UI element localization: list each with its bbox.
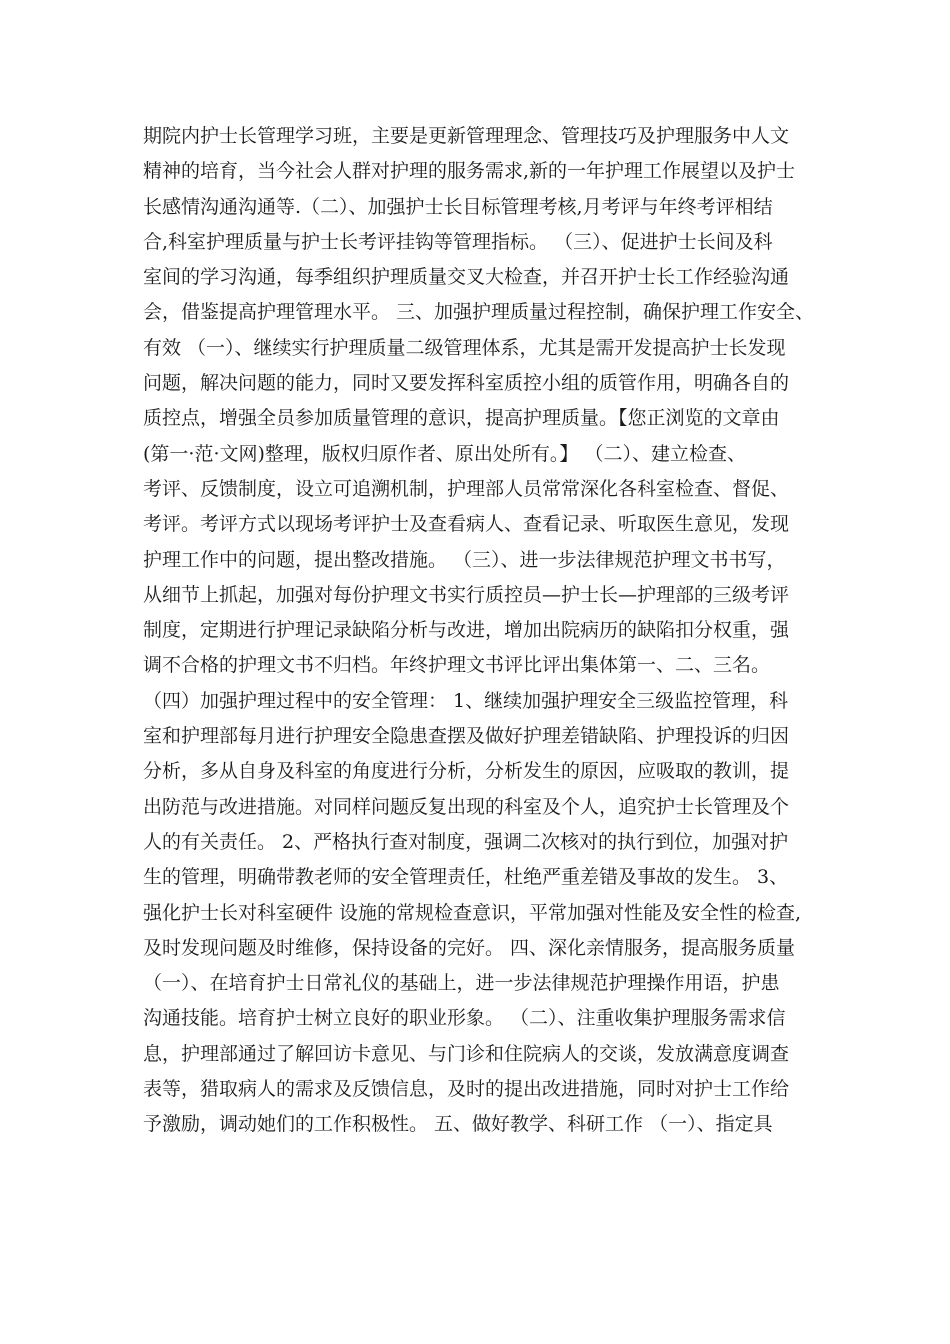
text-line: 调不合格的护理文书不归档。年终护理文书评比评出集体第一、二、三名。 xyxy=(143,654,771,677)
text-line: 制度，定期进行护理记录缺陷分析与改进，增加出院病历的缺陷扣分权重，强 xyxy=(143,619,790,642)
text-line: 考评、反馈制度，设立可追溯机制，护理部人员常常深化各科室检查、督促、 xyxy=(143,477,790,500)
text-line: 生的管理，明确带教老师的安全管理责任，杜绝严重差错及事故的发生。 3、 xyxy=(143,866,789,889)
text-line: 问题，解决问题的能力，同时又要发挥科室质控小组的质管作用，明确各自的 xyxy=(143,372,790,395)
text-line: （四）加强护理过程中的安全管理： 1、继续加强护理安全三级监控管理，科 xyxy=(143,689,789,712)
text-line: 分析，多从自身及科室的角度进行分析，分析发生的原因，应吸取的教训，提 xyxy=(143,760,790,783)
text-line: 精神的培育，当今社会人群对护理的服务需求,新的一年护理工作展望以及护士 xyxy=(143,160,796,183)
document-body-text xyxy=(143,119,813,1143)
text-line: 从细节上抓起，加强对每份护理文书实行质控员—护士长—护理部的三级考评 xyxy=(143,583,790,606)
text-line: 沟通技能。培育护士树立良好的职业形象。 （二）、注重收集护理服务需求信 xyxy=(143,1007,786,1030)
text-line: 考评。考评方式以现场考评护士及查看病人、查看记录、听取医生意见，发现 xyxy=(143,513,790,536)
text-line: 及时发现问题及时维修，保持设备的完好。 四、深化亲情服务，提高服务质量 xyxy=(143,936,796,959)
text-line: 合,科室护理质量与护士长考评挂钩等管理指标。 （三）、促进护士长间及科 xyxy=(143,230,773,253)
text-line: 予激励，调动她们的工作积极性。 五、做好教学、科研工作 （一）、指定具 xyxy=(143,1113,773,1136)
text-line: 室和护理部每月进行护理安全隐患查摆及做好护理差错缺陷、护理投诉的归因 xyxy=(143,725,790,748)
text-line: 长感情沟通沟通等.（二）、加强护士长目标管理考核,月考评与年终考评相结 xyxy=(143,195,773,218)
text-line: （一）、在培育护士日常礼仪的基础上，进一步法律规范护理操作用语，护患 xyxy=(143,972,780,995)
text-line: 息，护理部通过了解回访卡意见、与门诊和住院病人的交谈，发放满意度调查 xyxy=(143,1042,790,1065)
text-line: 表等，猎取病人的需求及反馈信息，及时的提出改进措施，同时对护士工作给 xyxy=(143,1078,790,1101)
text-line: 期院内护士长管理学习班，主要是更新管理理念、管理技巧及护理服务中人文 xyxy=(143,125,790,147)
text-line: 室间的学习沟通，每季组织护理质量交叉大检查，并召开护士长工作经验沟通 xyxy=(143,266,790,289)
text-line: 有效 （一）、继续实行护理质量二级管理体系，尤其是需开发提高护士长发现 xyxy=(143,336,786,359)
text-line: 人的有关责任。 2、严格执行查对制度，强调二次核对的执行到位，加强对护 xyxy=(143,830,789,853)
text-line: 护理工作中的问题，提出整改措施。 （三）、进一步法律规范护理文书书写， xyxy=(143,548,786,571)
text-line: (第一·范·文网)整理，版权归原作者、原出处所有。】 （二）、建立检查、 xyxy=(143,442,746,465)
text-line: 会，借鉴提高护理管理水平。 三、加强护理质量过程控制，确保护理工作安全、 xyxy=(143,301,815,324)
text-line: 出防范与改进措施。对同样问题反复出现的科室及个人，追究护士长管理及个 xyxy=(143,795,790,818)
text-line: 质控点，增强全员参加质量管理的意识，提高护理质量。【您正浏览的文章由 xyxy=(143,407,780,430)
text-line: 强化护士长对科室硬件 设施的常规检查意识，平常加强对性能及安全性的检查, xyxy=(143,901,802,924)
